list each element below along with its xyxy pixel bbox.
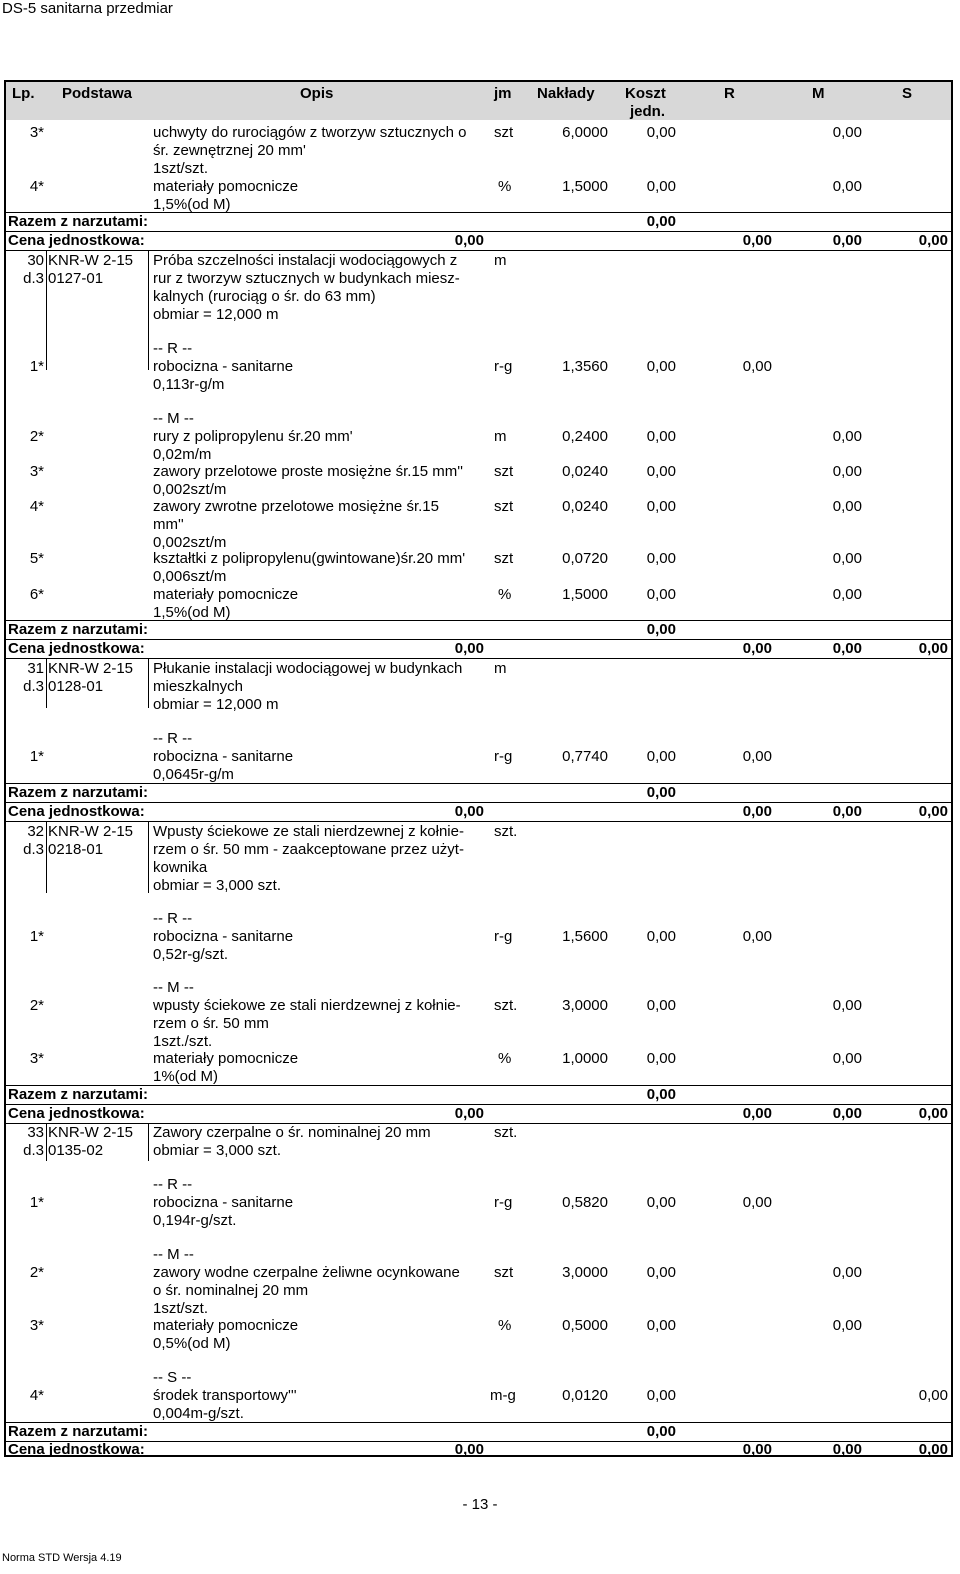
section-marker: -- S -- <box>153 1369 192 1386</box>
lp: 2* <box>29 1264 44 1281</box>
opis: rury z polipropylenu śr.20 mm' <box>153 428 353 445</box>
lp: 3* <box>29 1050 44 1067</box>
opis: zawory zwrotne przelotowe mosiężne śr.15 <box>153 498 439 515</box>
cena-s: 0,00 <box>918 232 948 249</box>
koszt: 0,00 <box>646 550 676 567</box>
jm: szt <box>494 498 514 515</box>
col-header-s: S <box>902 85 913 102</box>
cena-label: Cena jednostkowa: <box>8 1105 145 1122</box>
opis: 1%(od M) <box>153 1068 219 1085</box>
cena-r: 0,00 <box>742 1105 772 1122</box>
lp: 2* <box>29 428 44 445</box>
opis: materiały pomocnicze <box>153 586 299 603</box>
opis: mm'' <box>153 516 184 533</box>
cena-value: 0,00 <box>454 1105 484 1122</box>
naklady: 1,5000 <box>562 178 608 195</box>
col-header-jedn: jedn. <box>630 103 666 120</box>
opis: 0,02m/m <box>153 446 212 463</box>
jm: m <box>494 428 507 445</box>
opis: robocizna - sanitarne <box>153 928 294 945</box>
m-value: 0,00 <box>832 124 862 141</box>
koszt: 0,00 <box>646 928 676 945</box>
section-marker: -- R -- <box>153 340 193 357</box>
opis: 0,004m-g/szt. <box>153 1405 244 1422</box>
opis: 0,194r-g/szt. <box>153 1212 237 1229</box>
m-value: 0,00 <box>832 1264 862 1281</box>
cena-r: 0,00 <box>742 803 772 820</box>
opis: Płukanie instalacji wodociągowej w budynkach <box>153 660 463 677</box>
jm: % <box>498 586 512 603</box>
col-header-naklady: Nakłady <box>537 85 595 102</box>
opis: 0,0645r-g/m <box>153 766 234 783</box>
cena-m: 0,00 <box>832 1441 862 1458</box>
cena-s: 0,00 <box>918 640 948 657</box>
m-value: 0,00 <box>832 1317 862 1334</box>
col-header-koszt: Koszt <box>625 85 666 102</box>
opis: 0,002szt/m <box>153 534 227 551</box>
razem-label: Razem z narzutami: <box>8 621 149 638</box>
obmiar: obmiar = 3,000 szt. <box>153 1142 281 1159</box>
opis: 0,006szt/m <box>153 568 227 585</box>
jm: r-g <box>494 358 513 375</box>
naklady: 0,0240 <box>562 463 608 480</box>
col-header-lp: Lp. <box>12 85 35 102</box>
lp: 1* <box>29 928 44 945</box>
basis-d: d.3 <box>23 270 44 287</box>
section-marker: -- M -- <box>153 979 194 996</box>
r-value: 0,00 <box>742 748 772 765</box>
naklady: 3,0000 <box>562 997 608 1014</box>
basis: KNR-W 2-15 <box>48 660 134 677</box>
razem-value: 0,00 <box>646 1423 676 1440</box>
razem-value: 0,00 <box>646 784 676 801</box>
cena-s: 0,00 <box>918 803 948 820</box>
opis: rzem o śr. 50 mm - zaakceptowane przez użyt- <box>153 841 464 858</box>
estimate-table <box>4 80 953 1457</box>
cena-s: 0,00 <box>918 1105 948 1122</box>
jm: szt. <box>494 1124 518 1141</box>
opis: kownika <box>153 859 208 876</box>
opis: mieszkalnych <box>153 678 244 695</box>
naklady: 0,0240 <box>562 498 608 515</box>
col-header-jm: jm <box>494 85 512 102</box>
lp: 3* <box>29 463 44 480</box>
jm: szt <box>494 1264 514 1281</box>
jm: szt. <box>494 997 518 1014</box>
basis-code: 0127-01 <box>48 270 104 287</box>
m-value: 0,00 <box>832 178 862 195</box>
opis: 1,5%(od M) <box>153 604 231 621</box>
naklady: 1,3560 <box>562 358 608 375</box>
opis: zawory przelotowe proste mosiężne śr.15 mm'' <box>153 463 464 480</box>
basis-code: 0218-01 <box>48 841 104 858</box>
koszt: 0,00 <box>646 124 676 141</box>
cena-r: 0,00 <box>742 1441 772 1458</box>
lp: 1* <box>29 358 44 375</box>
opis: Wpusty ściekowe ze stali nierdzewnej z kołnie- <box>153 823 464 840</box>
position-number: 30 <box>27 252 44 269</box>
cena-label: Cena jednostkowa: <box>8 1441 145 1458</box>
jm: m <box>494 252 507 269</box>
naklady: 1,0000 <box>562 1050 608 1067</box>
naklady: 0,0720 <box>562 550 608 567</box>
jm: % <box>498 1317 512 1334</box>
naklady: 0,5820 <box>562 1194 608 1211</box>
r-value: 0,00 <box>742 928 772 945</box>
opis: zawory wodne czerpalne żeliwne ocynkowane <box>153 1264 460 1281</box>
opis: o śr. nominalnej 20 mm <box>153 1282 309 1299</box>
koszt: 0,00 <box>646 1264 676 1281</box>
jm: r-g <box>494 1194 513 1211</box>
jm: % <box>498 178 512 195</box>
jm: r-g <box>494 928 513 945</box>
razem-label: Razem z narzutami: <box>8 1086 149 1103</box>
obmiar: obmiar = 12,000 m <box>153 696 279 713</box>
position-number: 32 <box>27 823 44 840</box>
s-value: 0,00 <box>918 1387 948 1404</box>
section-marker: -- M -- <box>153 410 194 427</box>
jm: m <box>494 660 507 677</box>
lp: 4* <box>29 1387 44 1404</box>
section-marker: -- R -- <box>153 730 193 747</box>
lp: 3* <box>29 1317 44 1334</box>
cena-m: 0,00 <box>832 232 862 249</box>
page-number: - 13 - <box>462 1496 498 1513</box>
koszt: 0,00 <box>646 498 676 515</box>
basis-code: 0128-01 <box>48 678 104 695</box>
opis: 0,113r-g/m <box>153 376 225 393</box>
basis-code: 0135-02 <box>48 1142 104 1159</box>
jm: szt <box>494 550 514 567</box>
opis: 0,5%(od M) <box>153 1335 231 1352</box>
jm: r-g <box>494 748 513 765</box>
opis: rur z tworzyw sztucznych w budynkach miesz- <box>153 270 460 287</box>
section-marker: -- R -- <box>153 1176 193 1193</box>
opis: kształtki z polipropylenu(gwintowane)śr.20 mm' <box>153 550 466 567</box>
r-value: 0,00 <box>742 358 772 375</box>
basis: KNR-W 2-15 <box>48 1124 134 1141</box>
koszt: 0,00 <box>646 1317 676 1334</box>
m-value: 0,00 <box>832 997 862 1014</box>
obmiar: obmiar = 12,000 m <box>153 306 279 323</box>
basis-d: d.3 <box>23 678 44 695</box>
naklady: 1,5000 <box>562 586 608 603</box>
col-header-opis: Opis <box>300 85 334 102</box>
razem-value: 0,00 <box>646 213 676 230</box>
section-marker: -- M -- <box>153 1246 194 1263</box>
jm: % <box>498 1050 512 1067</box>
opis: materiały pomocnicze <box>153 1050 299 1067</box>
m-value: 0,00 <box>832 550 862 567</box>
koszt: 0,00 <box>646 1387 676 1404</box>
jm: m-g <box>490 1387 516 1404</box>
opis: rzem o śr. 50 mm <box>153 1015 269 1032</box>
cena-r: 0,00 <box>742 232 772 249</box>
cena-m: 0,00 <box>832 803 862 820</box>
razem-label: Razem z narzutami: <box>8 1423 149 1440</box>
opis: środek transportowy''' <box>153 1387 297 1404</box>
col-header-podstawa: Podstawa <box>62 85 133 102</box>
opis: robocizna - sanitarne <box>153 358 294 375</box>
opis: materiały pomocnicze <box>153 178 299 195</box>
lp: 5* <box>29 550 44 567</box>
lp: 1* <box>29 1194 44 1211</box>
koszt: 0,00 <box>646 997 676 1014</box>
col-header-m: M <box>812 85 825 102</box>
opis: śr. zewnętrznej 20 mm' <box>153 142 306 159</box>
jm: szt <box>494 124 514 141</box>
m-value: 0,00 <box>832 1050 862 1067</box>
opis: Próba szczelności instalacji wodociągowych z <box>153 252 458 269</box>
naklady: 0,2400 <box>562 428 608 445</box>
opis: 1szt/szt. <box>153 1300 209 1317</box>
razem-value: 0,00 <box>646 1086 676 1103</box>
jm: szt <box>494 463 514 480</box>
opis: kalnych (rurociąg o śr. do 63 mm) <box>153 288 376 305</box>
cena-label: Cena jednostkowa: <box>8 232 145 249</box>
footer-version: Norma STD Wersja 4.19 <box>2 1552 122 1564</box>
cena-value: 0,00 <box>454 640 484 657</box>
m-value: 0,00 <box>832 428 862 445</box>
koszt: 0,00 <box>646 586 676 603</box>
r-value: 0,00 <box>742 1194 772 1211</box>
opis: Zawory czerpalne o śr. nominalnej 20 mm <box>153 1124 431 1141</box>
razem-label: Razem z narzutami: <box>8 784 149 801</box>
col-header-r: R <box>724 85 735 102</box>
koszt: 0,00 <box>646 358 676 375</box>
position-number: 31 <box>27 660 44 677</box>
cena-r: 0,00 <box>742 640 772 657</box>
basis: KNR-W 2-15 <box>48 823 134 840</box>
opis: 1,5%(od M) <box>153 196 231 213</box>
koszt: 0,00 <box>646 463 676 480</box>
koszt: 0,00 <box>646 748 676 765</box>
opis: 1szt./szt. <box>153 1033 213 1050</box>
lp: 4* <box>29 178 44 195</box>
lp: 6* <box>29 586 44 603</box>
basis-d: d.3 <box>23 1142 44 1159</box>
section-marker: -- R -- <box>153 910 193 927</box>
opis: uchwyty do rurociągów z tworzyw sztucznych o <box>153 124 467 141</box>
opis: 1szt/szt. <box>153 160 209 177</box>
opis: 0,52r-g/szt. <box>153 946 229 963</box>
naklady: 0,7740 <box>562 748 608 765</box>
cena-m: 0,00 <box>832 640 862 657</box>
koszt: 0,00 <box>646 428 676 445</box>
naklady: 0,5000 <box>562 1317 608 1334</box>
opis: wpusty ściekowe ze stali nierdzewnej z kołnie- <box>153 997 461 1014</box>
lp: 2* <box>29 997 44 1014</box>
razem-label: Razem z narzutami: <box>8 213 149 230</box>
opis: materiały pomocnicze <box>153 1317 299 1334</box>
jm: szt. <box>494 823 518 840</box>
cena-value: 0,00 <box>454 1441 484 1458</box>
koszt: 0,00 <box>646 178 676 195</box>
naklady: 3,0000 <box>562 1264 608 1281</box>
window-title: DS-5 sanitarna przedmiar <box>2 0 173 17</box>
naklady: 6,0000 <box>562 124 608 141</box>
cena-m: 0,00 <box>832 1105 862 1122</box>
naklady: 1,5600 <box>562 928 608 945</box>
position-number: 33 <box>27 1124 44 1141</box>
koszt: 0,00 <box>646 1194 676 1211</box>
m-value: 0,00 <box>832 586 862 603</box>
razem-value: 0,00 <box>646 621 676 638</box>
naklady: 0,0120 <box>562 1387 608 1404</box>
opis: robocizna - sanitarne <box>153 748 294 765</box>
lp: 1* <box>29 748 44 765</box>
cena-value: 0,00 <box>454 232 484 249</box>
cena-s: 0,00 <box>918 1441 948 1458</box>
cena-value: 0,00 <box>454 803 484 820</box>
obmiar: obmiar = 3,000 szt. <box>153 877 281 894</box>
basis: KNR-W 2-15 <box>48 252 134 269</box>
basis-d: d.3 <box>23 841 44 858</box>
koszt: 0,00 <box>646 1050 676 1067</box>
m-value: 0,00 <box>832 463 862 480</box>
m-value: 0,00 <box>832 498 862 515</box>
opis: robocizna - sanitarne <box>153 1194 294 1211</box>
cena-label: Cena jednostkowa: <box>8 640 145 657</box>
cena-label: Cena jednostkowa: <box>8 803 145 820</box>
lp: 4* <box>29 498 44 515</box>
lp: 3* <box>29 124 44 141</box>
opis: 0,002szt/m <box>153 481 227 498</box>
